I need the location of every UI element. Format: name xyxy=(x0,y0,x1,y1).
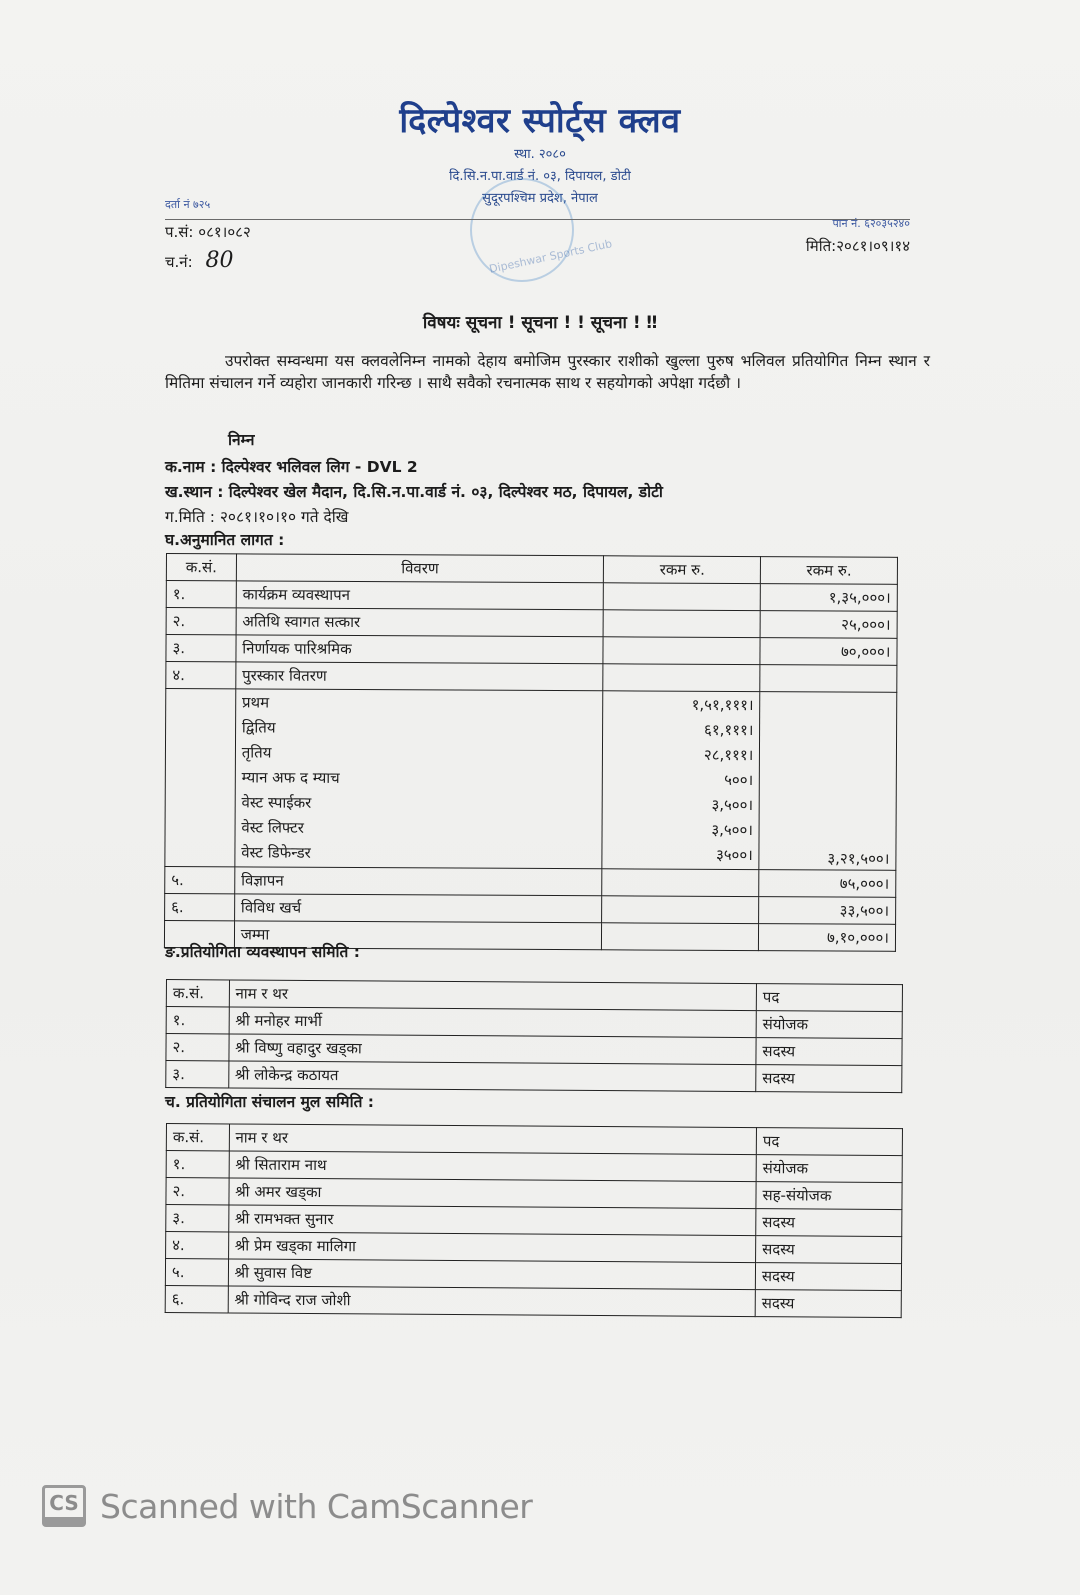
cell-description: अतिथि स्वागत सत्कार xyxy=(236,608,604,637)
cell-amount-1 xyxy=(603,637,760,665)
header-post: पद xyxy=(756,1128,902,1156)
core-committee-table xyxy=(165,1123,903,1318)
prize-amount: ३,५००। xyxy=(711,820,754,840)
prize-label: प्रथम xyxy=(241,693,270,712)
prize-label: वेस्ट लिफ्टर xyxy=(241,818,304,837)
ref-label: प.सं: xyxy=(165,223,194,241)
cell-name: श्री सिताराम नाथ xyxy=(229,1151,757,1182)
cell-amount-2: ३३,५००। xyxy=(759,897,896,925)
total-label: जम्मा xyxy=(234,921,602,950)
cell-name: श्री रामभक्त सुनार xyxy=(228,1205,756,1236)
letter-ref-number xyxy=(165,222,251,242)
letter-date xyxy=(806,236,910,256)
prize-total-cell: ३,२१,५००। xyxy=(759,692,896,871)
cell-sn: ३. xyxy=(166,1061,229,1088)
club-address: दि.सि.न.पा.वार्ड नं. ०३, दिपायल, डोटी xyxy=(449,169,631,184)
cell-sn: २. xyxy=(166,1178,229,1205)
prize-label: तृतिय xyxy=(241,743,272,762)
cell-amount-2: ७०,०००। xyxy=(760,638,897,666)
cell-name: श्री विष्णु वहादुर खड्का xyxy=(229,1034,757,1065)
cell-description: विज्ञापन xyxy=(235,867,603,896)
cell-post: सदस्य xyxy=(756,1065,902,1093)
cell-name: श्री प्रेम खड्का मालिगा xyxy=(228,1232,756,1263)
cell-sn: १. xyxy=(166,1007,229,1034)
camscanner-watermark xyxy=(42,1485,532,1527)
estimated-cost-table xyxy=(164,553,898,952)
cell-sn: ६. xyxy=(165,893,235,920)
table-row xyxy=(166,635,897,666)
cell-description: विविध खर्च xyxy=(234,894,602,923)
stamp-label: Dipeshwar Sports Club xyxy=(488,237,614,276)
table-row xyxy=(166,662,897,693)
cell-post: सदस्य xyxy=(756,1236,902,1264)
cell-sn: २. xyxy=(166,608,236,635)
club-name-heading: दिल्पेश्वर स्पोर्ट्स क्लव xyxy=(399,101,681,141)
header-sn: क.सं. xyxy=(166,554,236,581)
event-date: ग.मिति : २०८१।१०।१० गते देखि xyxy=(165,508,349,526)
date-label: मिति: xyxy=(805,237,837,255)
prize-breakdown-row xyxy=(165,689,897,871)
cell-post: सदस्य xyxy=(755,1290,901,1318)
cell-sn: ४. xyxy=(166,1232,229,1259)
cell-amount-1 xyxy=(602,869,759,897)
cell-description: कार्यक्रम व्यवस्थापन xyxy=(236,581,604,610)
prize-amount: १,५१,१११। xyxy=(691,695,754,715)
header-sn: क.सं. xyxy=(166,1124,229,1151)
subject-line: विषयः सूचना ! सूचना ! ! सूचना ! ‼ xyxy=(422,313,658,333)
cell-amount-2: २५,०००। xyxy=(761,611,898,639)
header-description: विवरण xyxy=(236,554,604,583)
cell-sn: ३. xyxy=(166,1205,229,1232)
header-name: नाम र थर xyxy=(229,980,757,1011)
table-row xyxy=(166,1061,902,1093)
cost-heading: घ.अनुमानित लागत : xyxy=(165,531,285,549)
prize-label: वेस्ट स्पाईकर xyxy=(241,793,312,812)
prize-amount: ६१,१११। xyxy=(704,720,754,740)
cell-post: सह-संयोजक xyxy=(756,1182,902,1210)
header-name: नाम र थर xyxy=(229,1124,757,1155)
cell-description: पुरस्कार वितरण xyxy=(236,662,604,691)
cell-description: निर्णायक पारिश्रमिक xyxy=(236,635,604,664)
date-value: २०८१।०९।१४ xyxy=(836,237,910,255)
prize-amounts-cell xyxy=(602,691,760,870)
prize-label: द्वितिय xyxy=(241,718,276,737)
cell-amount-1 xyxy=(602,896,759,924)
established-year: स्था. २०८० xyxy=(514,147,566,162)
dispatch-value: 80 xyxy=(205,248,234,273)
table-row xyxy=(165,1285,901,1317)
cell-amount-1 xyxy=(602,923,759,951)
cell-sn: ३. xyxy=(166,635,236,662)
table-row xyxy=(166,608,897,639)
camscanner-logo-icon: CS xyxy=(42,1485,86,1527)
cell-amount-2: १,३५,०००। xyxy=(761,584,898,612)
table-row xyxy=(165,866,896,897)
header-amount-2: रकम रु. xyxy=(761,557,898,585)
cell-post: सदस्य xyxy=(755,1263,901,1291)
prize-label: म्यान अफ द म्याच xyxy=(241,768,340,787)
body-paragraph: उपरोक्त सम्वन्धमा यस क्लवलेनिम्न नामको देहाय बमोजिम पुरस्कार राशीको खुल्ला पुरुष भलिवल प्रतियोगित निम्न स्थान र मितिमा संचालन गर्ने व्यहोरा जानकारी गरिन्छ । साथै सवैको रचनात्मक साथ र सहयोगको अपेक्षा गर्दछौ । xyxy=(165,352,930,392)
cell-name: श्री अमर खड्का xyxy=(229,1178,757,1209)
event-venue: ख.स्थान : दिल्पेश्वर खेल मैदान, दि.सि.न.पा.वार्ड नं. ०३, दिल्पेश्वर मठ, दिपायल, डोटी xyxy=(165,483,663,501)
cell-amount-1 xyxy=(603,664,760,692)
following-label: निम्न xyxy=(228,431,255,449)
table-row xyxy=(166,581,897,612)
prize-amount: ३५००। xyxy=(715,845,753,865)
cell-name: श्री लोकेन्द्र कठायत xyxy=(228,1061,756,1092)
cell-sn: ५. xyxy=(165,1259,228,1286)
cell-sn: ५. xyxy=(165,866,235,893)
cell-sn: २. xyxy=(166,1034,229,1061)
cell-post: संयोजक xyxy=(756,1011,902,1039)
cell-post: संयोजक xyxy=(756,1155,902,1183)
cell-amount-1 xyxy=(603,610,760,638)
ref-value: ०८१।०८२ xyxy=(198,223,251,241)
prize-labels-cell xyxy=(235,689,603,869)
dispatch-label: च.नं: xyxy=(165,253,193,271)
cell-amount-1 xyxy=(604,583,761,611)
registration-number: दर्ता नं ७२५ xyxy=(165,198,211,211)
cell-name: श्री सुवास विष्ट xyxy=(228,1259,756,1290)
table-header-row xyxy=(166,554,897,585)
cell-sn: ६. xyxy=(165,1285,228,1312)
core-committee-heading: च. प्रतियोगिता संचालन मुल समिति : xyxy=(165,1093,375,1111)
letterhead-divider xyxy=(165,219,910,220)
header-post: पद xyxy=(756,984,902,1012)
cell-post: सदस्य xyxy=(756,1038,902,1066)
cell-post: सदस्य xyxy=(756,1209,902,1237)
scanned-with-text: Scanned with CamScanner xyxy=(100,1486,533,1526)
prize-amount: ३,५००। xyxy=(711,795,754,815)
total-amount: ७,१०,०००। xyxy=(759,924,896,952)
prize-label: वेस्ट डिफेन्डर xyxy=(241,843,311,862)
dispatch-number xyxy=(165,248,233,273)
table-row xyxy=(165,893,896,924)
prize-amount: ५००। xyxy=(724,770,754,790)
club-province: सुदूरपश्चिम प्रदेश, नेपाल xyxy=(482,191,598,206)
cell-sn: १. xyxy=(166,1151,229,1178)
management-committee-table xyxy=(165,979,903,1093)
cell-sn-empty xyxy=(165,689,236,867)
cell-amount-2 xyxy=(760,665,897,693)
cell-sn: १. xyxy=(166,581,236,608)
prize-amount: २८,१११। xyxy=(703,745,754,765)
cell-sn: ४. xyxy=(166,662,236,689)
header-amount-1: रकम रु. xyxy=(604,556,761,584)
cell-amount-2: ७५,०००। xyxy=(759,870,896,898)
cell-name: श्री मनोहर मार्भी xyxy=(229,1007,757,1038)
management-committee-heading: ङ.प्रतियोगिता व्यवस्थापन समिति : xyxy=(165,943,360,961)
event-name: क.नाम : दिल्पेश्वर भलिवल लिग - DVL 2 xyxy=(165,458,418,476)
header-sn: क.सं. xyxy=(166,980,229,1007)
pan-number: पान नं. ६२०३५२४० xyxy=(832,217,910,230)
cell-name: श्री गोविन्द राज जोशी xyxy=(228,1286,756,1317)
